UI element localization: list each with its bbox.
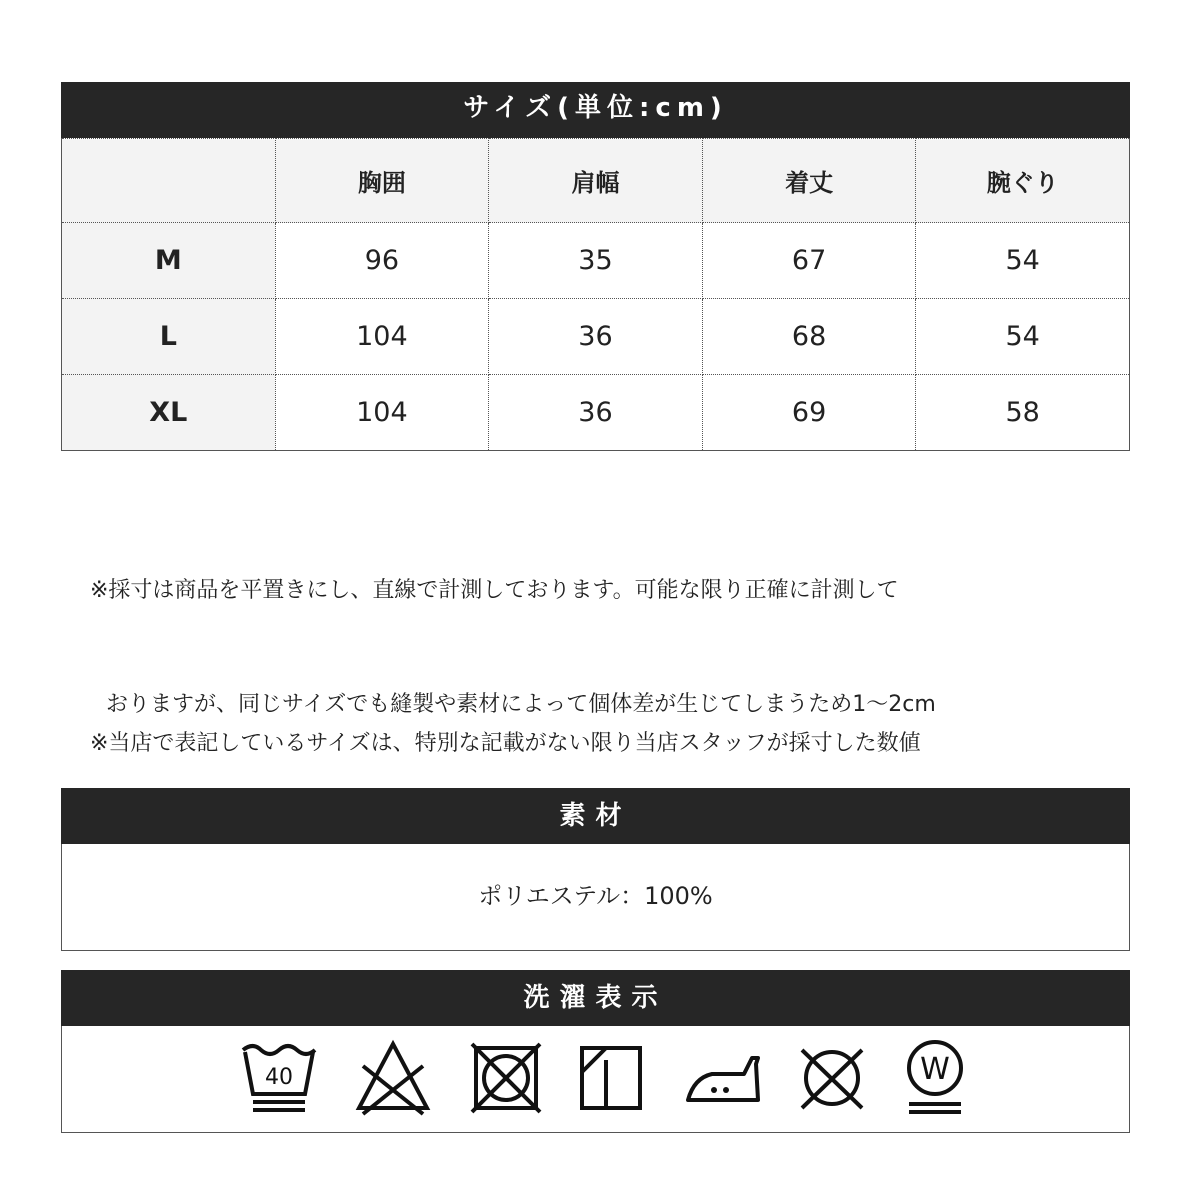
material-content: ポリエステル：100% [61, 844, 1130, 951]
size-table-corner-cell [62, 139, 276, 223]
material-section [61, 788, 1130, 951]
size-label-xl: XL [62, 375, 276, 451]
wet-clean-label: W [920, 1052, 950, 1087]
table-cell: 36 [489, 375, 703, 451]
table-row [62, 375, 1130, 451]
washing-section-title: 洗濯表示 [61, 970, 1130, 1026]
column-header-chest: 胸囲 [275, 139, 489, 223]
no-dry-clean-icon [792, 1038, 872, 1118]
table-cell: 54 [916, 223, 1130, 299]
note-line: おりますが、同じサイズでも縫製や素材によって個体差が生じてしまうため1～2cm [106, 692, 936, 717]
iron-low-icon [682, 1038, 762, 1118]
table-cell: 96 [275, 223, 489, 299]
wash-temperature-label: 40 [265, 1065, 293, 1090]
column-header-armhole: 腕ぐり [916, 139, 1130, 223]
wet-clean-gentle-icon [895, 1038, 975, 1118]
table-cell: 69 [702, 375, 916, 451]
column-header-shoulder: 肩幅 [489, 139, 703, 223]
washing-icons-row [61, 1026, 1130, 1133]
table-cell: 35 [489, 223, 703, 299]
size-label-l: L [62, 299, 276, 375]
table-cell: 68 [702, 299, 916, 375]
table-cell: 58 [916, 375, 1130, 451]
size-table-header-row [62, 139, 1130, 223]
table-cell: 36 [489, 299, 703, 375]
size-section [61, 82, 1130, 451]
no-bleach-icon [353, 1038, 433, 1118]
table-cell: 104 [275, 299, 489, 375]
washing-section [61, 970, 1130, 1133]
note-line: ※採寸は商品を平置きにし、直線で計測しております。可能な限り正確に計測して [90, 578, 899, 603]
line-dry-shade-icon [572, 1038, 652, 1118]
table-row [62, 299, 1130, 375]
material-section-title: 素材 [61, 788, 1130, 844]
no-tumble-dry-icon [466, 1038, 546, 1118]
size-section-title: サイズ(単位:cm) [61, 82, 1130, 138]
table-row [62, 223, 1130, 299]
table-cell: 54 [916, 299, 1130, 375]
note-line: ※当店で表記しているサイズは、特別な記載がない限り当店スタッフが採寸した数値 [90, 731, 921, 756]
column-header-length: 着丈 [702, 139, 916, 223]
size-label-m: M [62, 223, 276, 299]
table-cell: 67 [702, 223, 916, 299]
size-table [61, 138, 1130, 451]
wash-tub-40-icon [239, 1038, 319, 1118]
table-cell: 104 [275, 375, 489, 451]
